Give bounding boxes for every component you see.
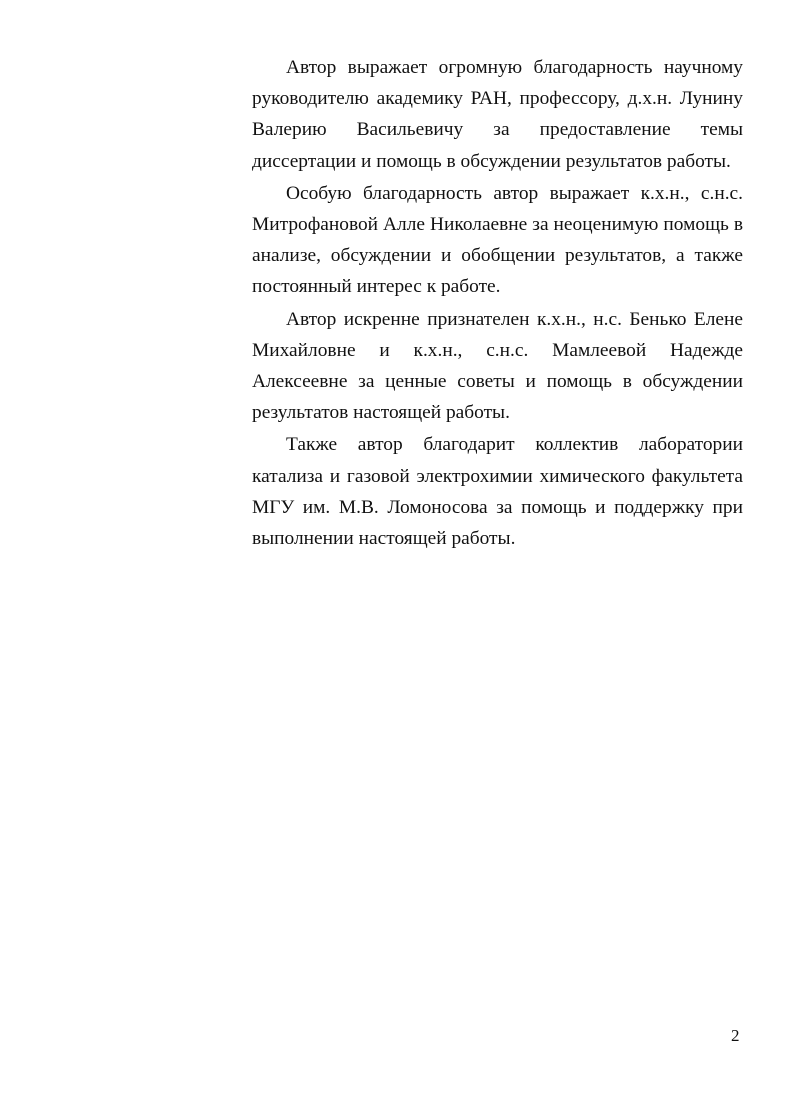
paragraph-laboratory-thanks: Также автор благодарит коллектив лаборатории катализа и газовой электрохимии химического факультета МГУ им. М.В. Ломоносова за помощь и поддержку при выполнении настоящей работы. (252, 434, 743, 550)
acknowledgements-text (252, 52, 743, 555)
page-number: 2 (731, 1026, 740, 1045)
paragraph-colleagues-thanks: Автор искренне признателен к.х.н., н.с. Бенько Елене Михайловне и к.х.н., с.н.с. Мамлеевой Надежде Алексеевне за ценные советы и помощь в обсуждении результатов настоящей работы. (252, 308, 743, 424)
paragraph-supervisor-thanks: Автор выражает огромную благодарность научному руководителю академику РАН, профессору, д.х.н. Лунину Валерию Васильевичу за предоставление темы диссертации и помощь в обсуждении результатов работы. (252, 57, 743, 172)
paragraph-special-thanks: Особую благодарность автор выражает к.х.н., с.н.с. Митрофановой Алле Николаевне за неоценимую помощь в анализе, обсуждении и обобщении результатов, а также постоянный интерес к работе. (252, 182, 743, 298)
